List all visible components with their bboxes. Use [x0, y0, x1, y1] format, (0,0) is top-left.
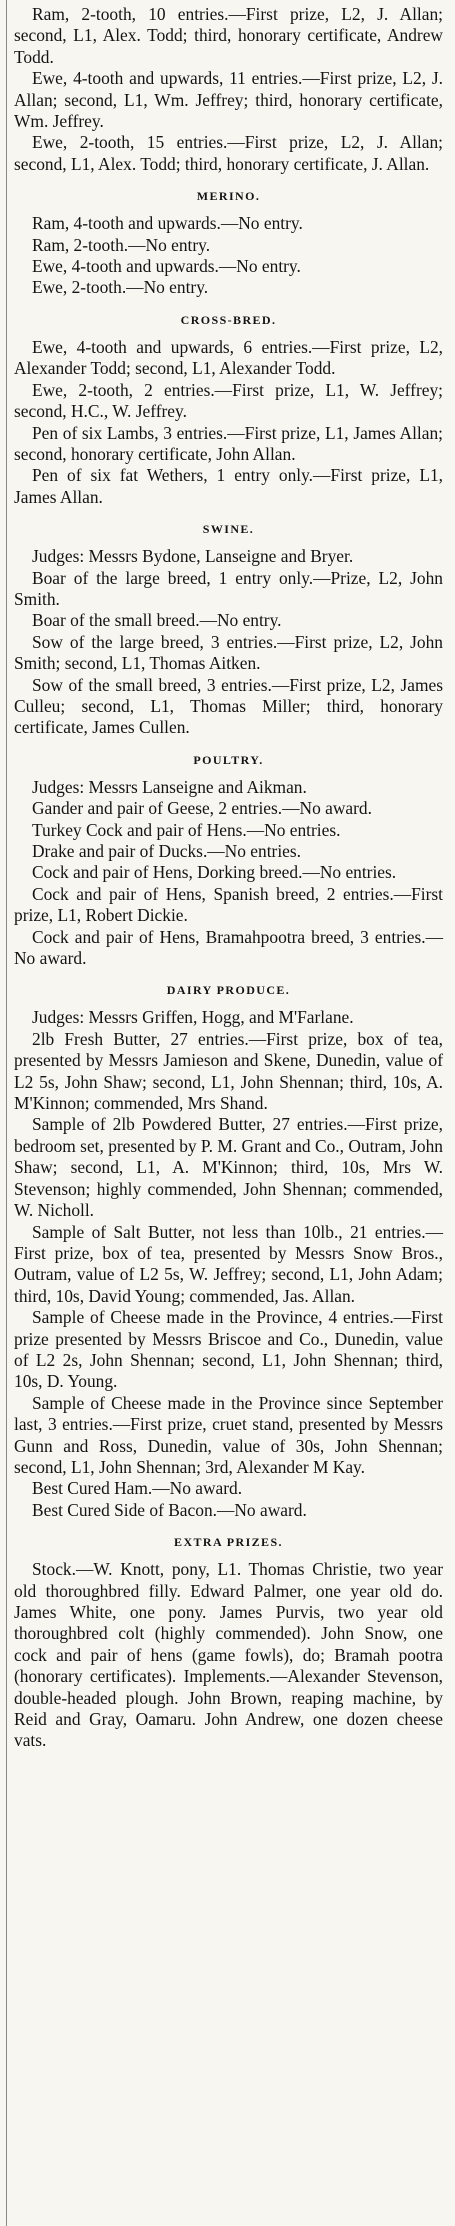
paragraph: Drake and pair of Ducks.—No entries.	[32, 841, 301, 861]
paragraph: Ewe, 4-tooth and upwards, 11 entries.—First prize, L2, J. Allan; second, L1, Wm. Jeffrey; third, honorary certificate, Wm. Jeffrey.	[14, 68, 443, 132]
paragraph: Ewe, 4-tooth and upwards.—No entry.	[32, 256, 301, 277]
paragraph: Pen of six Lambs, 3 entries.—First prize, L1, James Allan; second, honorary certificate, John Allan.	[14, 422, 443, 464]
section-heading: EXTRA PRIZES.	[174, 1535, 283, 1550]
poultry-section	[14, 752, 443, 970]
paragraph: Boar of the large breed, 1 entry only.—Prize, L2, John Smith.	[14, 567, 443, 609]
paragraph: Ram, 2-tooth.—No entry.	[32, 234, 211, 255]
paragraph: Sow of the large breed, 3 entries.—First prize, L2, John Smith; second, L1, Thomas Aitken.	[14, 631, 443, 674]
paragraph: Ram, 4-tooth and upwards.—No entry.	[32, 213, 303, 234]
paragraph: Best Cured Side of Bacon.—No award.	[32, 1499, 307, 1520]
paragraph: Sample of Salt Butter, not less than 10lb., 21 entries.—First prize, box of tea, presented by Messrs Snow Bros., Outram, value of L2 5s, W. Jeffrey; second, L1, John Adam; third, 10s, David Young; commended, Jas. Allan.	[14, 1221, 443, 1306]
paragraph: Judges: Messrs Lanseigne and Aikman.	[32, 776, 307, 797]
paragraph: Best Cured Ham.—No award.	[32, 1478, 243, 1499]
dairy-produce-section	[14, 982, 443, 1521]
paragraph: Ewe, 2-tooth, 2 entries.—First prize, L1, W. Jeffrey; second, H.C., W. Jeffrey.	[14, 379, 443, 422]
paragraph: Ewe, 2-tooth, 15 entries.—First prize, L2, J. Allan; second, L1, Alex. Todd; third, honorary certificate, J. Allan.	[14, 132, 443, 174]
paragraph: Gander and pair of Geese, 2 entries.—No award.	[32, 798, 372, 819]
paragraph: Sow of the small breed, 3 entries.—First prize, L2, James Culleu; second, L1, Thomas Miller; third, honorary certificate, James Cullen.	[14, 674, 443, 738]
section-heading: SWINE.	[202, 522, 255, 537]
paragraph: Pen of six fat Wethers, 1 entry only.—First prize, L1, James Allan.	[14, 465, 443, 507]
paragraph: Sample of Cheese made in the Province since September last, 3 entries.—First prize, cruet stand, presented by Messrs Gunn and Ross, Dunedin, value of 30s, John Shennan; second, L1, John Shennan; 3rd, Alexander M Kay.	[14, 1392, 443, 1477]
section-heading: POULTRY.	[193, 752, 264, 767]
paragraph: Judges: Messrs Griffen, Hogg, and M'Farlane.	[32, 1007, 354, 1028]
paragraph: Ewe, 2-tooth.—No entry.	[32, 277, 209, 298]
paragraph: Cock and pair of Hens, Bramahpootra breed, 3 entries.—No award.	[14, 926, 443, 969]
section-heading: DAIRY PRODUCE.	[166, 983, 291, 998]
paragraph: Ewe, 4-tooth and upwards, 6 entries.—First prize, L2, Alexander Todd; second, L1, Alexander Todd.	[14, 336, 443, 379]
leicester-results	[14, 4, 443, 175]
section-heading: MERINO.	[196, 189, 261, 204]
column-rule	[6, 0, 7, 2226]
section-heading: CROSS-BRED.	[180, 312, 277, 327]
paragraph: Cock and pair of Hens, Spanish breed, 2 entries.—First prize, L1, Robert Dickie.	[14, 883, 443, 926]
merino-section	[14, 188, 443, 299]
paragraph: Judges: Messrs Bydone, Lanseigne and Bryer.	[32, 546, 354, 567]
paragraph: Sample of 2lb Powdered Butter, 27 entries.—First prize, bedroom set, presented by P. M. Grant and Co., Outram, John Shaw; second, L1, A. M'Kinnon; third, 10s, Mrs W. Stevenson; highly commended, John Shennan; commended, W. Nicholl.	[14, 1114, 443, 1221]
paragraph: Ram, 2-tooth, 10 entries.—First prize, L2, J. Allan; second, L1, Alex. Todd; third, honorary certificate, Andrew Todd.	[14, 4, 443, 67]
paragraph: Cock and pair of Hens, Dorking breed.—No entries.	[32, 862, 397, 883]
extra-prizes-section	[14, 1534, 443, 1752]
paragraph: Sample of Cheese made in the Province, 4 entries.—First prize presented by Messrs Briscoe and Co., Dunedin, value of L2 2s, John Shennan; second, L1, John Shennan; third, 10s, D. Young.	[14, 1307, 443, 1392]
paragraph: Boar of the small breed.—No entry.	[32, 610, 282, 631]
paragraph: 2lb Fresh Butter, 27 entries.—First prize, box of tea, presented by Messrs Jamieson and Skene, Dunedin, value of L2 5s, John Shaw; second, L1, John Shennan; third, 10s, A. M'Kinnon; commended, Mrs Shand.	[14, 1028, 443, 1114]
swine-section	[14, 521, 443, 739]
paragraph: Turkey Cock and pair of Hens.—No entries.	[32, 819, 341, 840]
cross-bred-section	[14, 312, 443, 508]
paragraph: Stock.—W. Knott, pony, L1. Thomas Christie, two year old thoroughbred filly. Edward Palmer, one year old do. James White, one pony. James Purvis, two year old thoroughbred colt (highly commended). John Snow, one cock and pair of hens (game fowls), do; Bramah pootra (honorary certificates). Implements.—Alexander Stevenson, double-headed plough. John Brown, reaping machine, by Reid and Gray, Oamaru. John Andrew, one dozen cheese vats.	[14, 1559, 443, 1751]
